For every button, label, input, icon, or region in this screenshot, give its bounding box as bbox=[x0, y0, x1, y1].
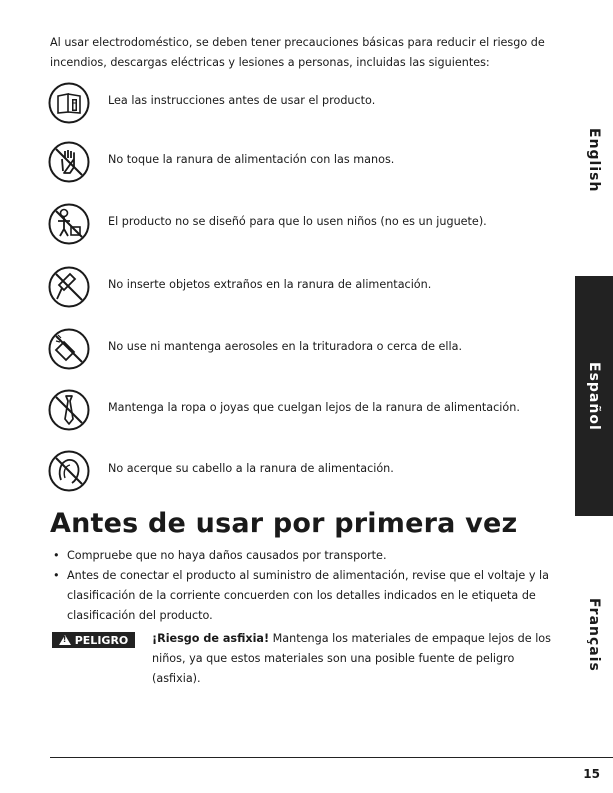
warning-text: El producto no se diseñó para que lo usen niños (no es un juguete). bbox=[108, 215, 487, 228]
tab-espanol[interactable] bbox=[575, 276, 613, 516]
danger-badge bbox=[52, 632, 135, 648]
no-foreign-objects-icon bbox=[48, 266, 90, 308]
section-heading: Antes de usar por primera vez bbox=[50, 508, 518, 539]
warning-row bbox=[48, 203, 568, 245]
no-children-icon bbox=[48, 203, 90, 245]
warning-row bbox=[48, 389, 568, 431]
no-hand-icon bbox=[48, 141, 90, 183]
list-item: • Compruebe que no haya daños causados por transporte. bbox=[50, 546, 555, 566]
footer-divider bbox=[50, 757, 613, 758]
warning-text: Mantenga la ropa o joyas que cuelgan lejos de la ranura de alimentación. bbox=[108, 401, 520, 414]
warning-row bbox=[48, 82, 568, 124]
tab-english[interactable] bbox=[575, 120, 613, 200]
warning-text: Lea las instrucciones antes de usar el producto. bbox=[108, 94, 376, 107]
danger-badge-label: PELIGRO bbox=[74, 633, 129, 647]
tab-francais[interactable] bbox=[575, 595, 613, 675]
danger-bold: ¡Riesgo de asfixia! bbox=[152, 632, 270, 645]
danger-body: Mantenga los materiales de empaque lejos de los niños, ya que estos materiales son una posible fuente de peligro (asfixia). bbox=[152, 632, 551, 685]
warning-text: No toque la ranura de alimentación con las manos. bbox=[108, 153, 395, 166]
tab-francais-label: Français bbox=[586, 598, 602, 672]
warning-text: No use ni mantenga aerosoles en la trituradora o cerca de ella. bbox=[108, 340, 463, 353]
bullet-list bbox=[50, 546, 555, 626]
warning-triangle-icon bbox=[59, 635, 71, 645]
warning-row bbox=[48, 266, 568, 308]
no-hair-icon bbox=[48, 450, 90, 492]
warning-text: No inserte objetos extraños en la ranura de alimentación. bbox=[108, 278, 432, 291]
tab-espanol-label: Español bbox=[586, 361, 602, 431]
danger-text bbox=[152, 629, 562, 689]
page-number: 15 bbox=[583, 767, 600, 781]
tab-english-label: English bbox=[586, 127, 602, 193]
intro-text: Al usar electrodoméstico, se deben tener precauciones básicas para reducir el riesgo de incendios, descargas eléctricas y lesiones a personas, incluidas las siguientes: bbox=[50, 36, 545, 69]
warning-row bbox=[48, 450, 568, 492]
no-tie-icon bbox=[48, 389, 90, 431]
warning-text: No acerque su cabello a la ranura de alimentación. bbox=[108, 462, 394, 475]
no-aerosol-icon bbox=[48, 328, 90, 370]
warning-row bbox=[48, 328, 568, 370]
read-manual-icon bbox=[48, 82, 90, 124]
warning-row bbox=[48, 141, 568, 183]
list-item: • Antes de conectar el producto al suministro de alimentación, revise que el voltaje y la clasificación de la corriente concuerden con los detalles indicados en le etiqueta de clasificación del producto. bbox=[50, 566, 555, 626]
